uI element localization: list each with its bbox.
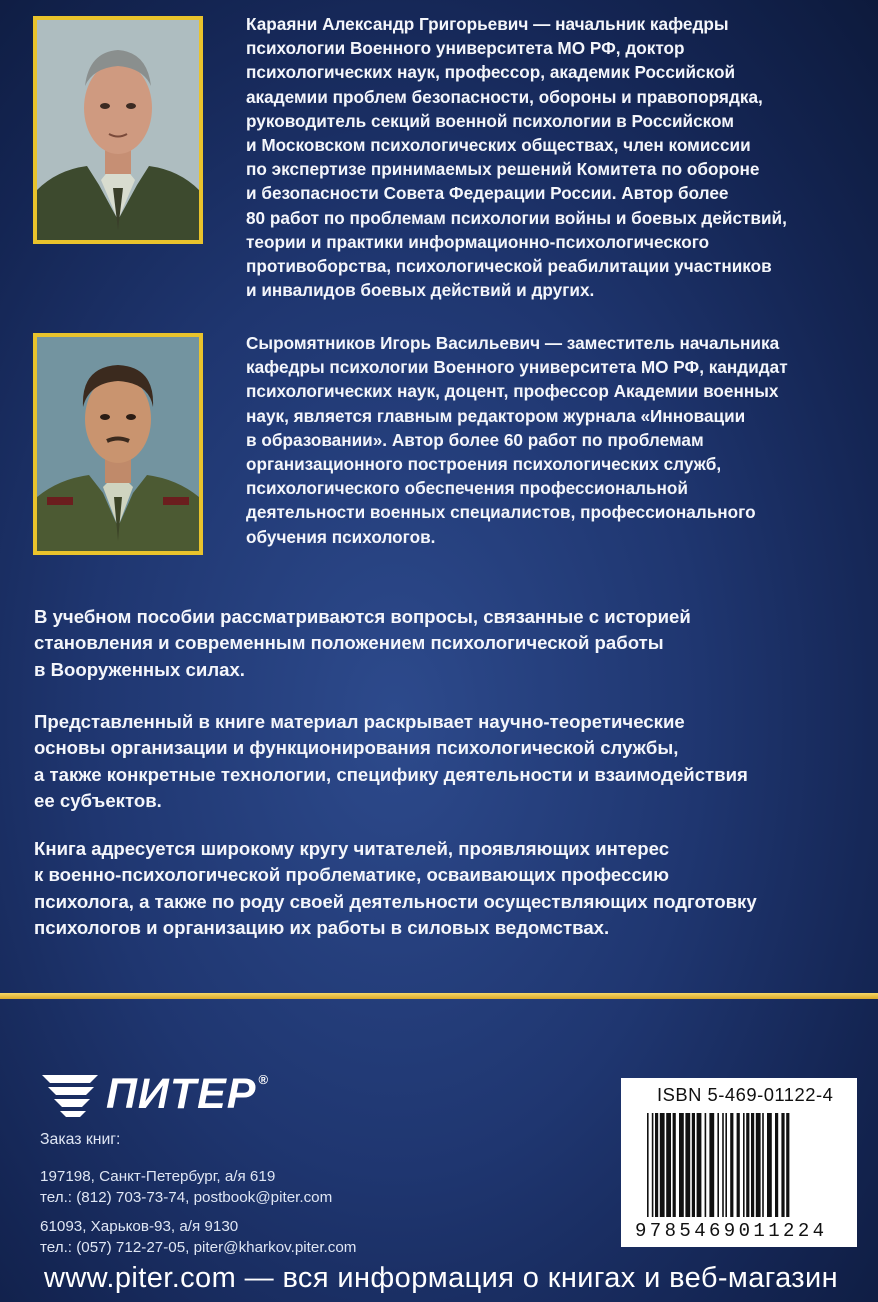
bio-line: академии проблем безопасности, обороны и правопорядка, — [246, 86, 763, 107]
portrait-illustration — [37, 20, 199, 240]
text-line: Представленный в книге материал раскрывает научно-теоретические — [34, 711, 685, 732]
isbn-barcode — [621, 1078, 857, 1247]
text-line: Книга адресуется широкому кругу читателей, проявляющих интерес — [34, 838, 670, 859]
bio-line: 80 работ по проблемам психологии войны и боевых действий, — [246, 207, 787, 228]
bio-line: деятельности военных специалистов, профессионального — [246, 502, 756, 523]
text-line: основы организации и функционирования психологической службы, — [34, 737, 679, 759]
barcode-bar — [751, 1113, 754, 1217]
bio-line: обучения психологов. — [246, 526, 436, 547]
barcode-bar — [666, 1113, 671, 1217]
isbn-label: ISBN 5-469-01122-4 — [657, 1084, 834, 1105]
portrait-illustration — [37, 337, 199, 551]
contact-line: тел.: (812) 703-73-74, postbook@piter.com — [40, 1189, 333, 1206]
barcode-bar — [697, 1113, 702, 1217]
footer-website: www.piter.com — вся информация о книгах и веб-магазин — [44, 1262, 839, 1294]
publisher-contacts — [40, 1131, 490, 1258]
bio-line: по экспертизе принимаемых решений Комитета по обороне — [246, 159, 760, 180]
bio-line: теории и практики информационно-психологического — [246, 231, 710, 252]
contact-line: 61093, Харьков-93, а/я 9130 — [40, 1218, 239, 1235]
barcode-bar — [652, 1113, 654, 1217]
bio-line: организационного построения психологических служб, — [246, 454, 722, 475]
bio-line: и Московском психологических обществах, член комиссии — [246, 135, 751, 156]
text-line: а также конкретные технологии, специфику деятельности и взаимодействия — [34, 763, 748, 785]
barcode-bar — [709, 1113, 714, 1217]
barcode-bar — [660, 1113, 665, 1217]
bio-line: — начальник кафедры — [528, 14, 729, 34]
text-line: психологов и организацию их работы в силовых ведомствах. — [34, 916, 610, 938]
barcode-bar — [673, 1113, 676, 1217]
barcode-bar — [692, 1113, 695, 1217]
text-line: В учебном пособии рассматриваются вопросы, связанные с историей — [34, 606, 691, 627]
bio-line: — заместитель начальника — [540, 333, 780, 353]
order-label: Заказ книг: — [40, 1131, 121, 1148]
barcode-bar — [786, 1113, 789, 1217]
text-line: становления и современным положением психологической работы — [34, 632, 664, 654]
description-paragraph — [34, 604, 860, 683]
publisher-logo — [40, 1066, 268, 1122]
barcode-bar — [685, 1113, 690, 1217]
barcode-bar — [743, 1113, 745, 1217]
gold-divider — [0, 993, 878, 999]
wing-icon — [40, 1069, 102, 1119]
text-line: к военно-психологической проблематике, осваивающих профессию — [34, 864, 669, 886]
bio-line: и инвалидов боевых действий и других. — [246, 280, 595, 301]
description-paragraph — [34, 709, 860, 814]
author-bio-syromyatnikov — [246, 331, 866, 549]
barcode-bar — [737, 1113, 740, 1217]
author-bio-karayani — [246, 12, 866, 302]
registered-mark: ® — [258, 1072, 269, 1087]
bio-line: противоборства, психологической реабилитации участников — [246, 256, 772, 277]
ean-digits: 9785469011224 — [635, 1220, 828, 1242]
barcode-bar — [756, 1113, 761, 1217]
author-name: Сыромятников Игорь Васильевич — [246, 333, 541, 353]
barcode-bar — [730, 1113, 733, 1217]
bio-line: психологических наук, профессор, академик Российской — [246, 62, 736, 83]
barcode-bar — [775, 1113, 778, 1217]
barcode-bar — [679, 1113, 684, 1217]
text-line: ее субъектов. — [34, 789, 162, 811]
barcode-bar — [705, 1113, 707, 1217]
barcode-bar — [767, 1113, 772, 1217]
text-line: в Вооруженных силах. — [34, 658, 245, 680]
bio-line: психологических наук, доцент, профессор Академии военных — [246, 381, 779, 402]
barcode-bar — [762, 1113, 764, 1217]
author-photo-karayani — [33, 16, 203, 244]
bio-line: в образовании». Автор более 60 работ по проблемам — [246, 429, 704, 450]
barcode-bar — [722, 1113, 724, 1217]
barcode-graphic — [645, 1113, 835, 1221]
bio-line: кафедры психологии Военного университета МО РФ, кандидат — [246, 357, 788, 378]
bio-line: психологии Военного университета МО РФ, доктор — [246, 38, 685, 59]
contact-line: тел.: (057) 712-27-05, piter@kharkov.piter.com — [40, 1239, 357, 1256]
author-name: Караяни Александр Григорьевич — [246, 14, 529, 34]
barcode-bar — [717, 1113, 719, 1217]
barcode-bar — [655, 1113, 658, 1217]
barcode-bar — [647, 1113, 649, 1217]
text-line: психолога, а также по роду своей деятельности осуществляющих подготовку — [34, 890, 757, 912]
contact-line: 197198, Санкт-Петербург, а/я 619 — [40, 1168, 276, 1185]
publisher-logo-text: ПИТЕР — [106, 1069, 257, 1118]
bio-line: руководитель секций военной психологии в Российском — [246, 110, 735, 131]
barcode-bar — [746, 1113, 749, 1217]
bio-line: наук, является главным редактором журнала «Инновации — [246, 405, 746, 426]
author-photo-syromyatnikov — [33, 333, 203, 555]
bio-line: психологического обеспечения профессиональной — [246, 478, 688, 499]
description-paragraph — [34, 836, 860, 941]
barcode-bar — [725, 1113, 727, 1217]
bio-line: и безопасности Совета Федерации России. Автор более — [246, 183, 729, 204]
barcode-bar — [781, 1113, 784, 1217]
